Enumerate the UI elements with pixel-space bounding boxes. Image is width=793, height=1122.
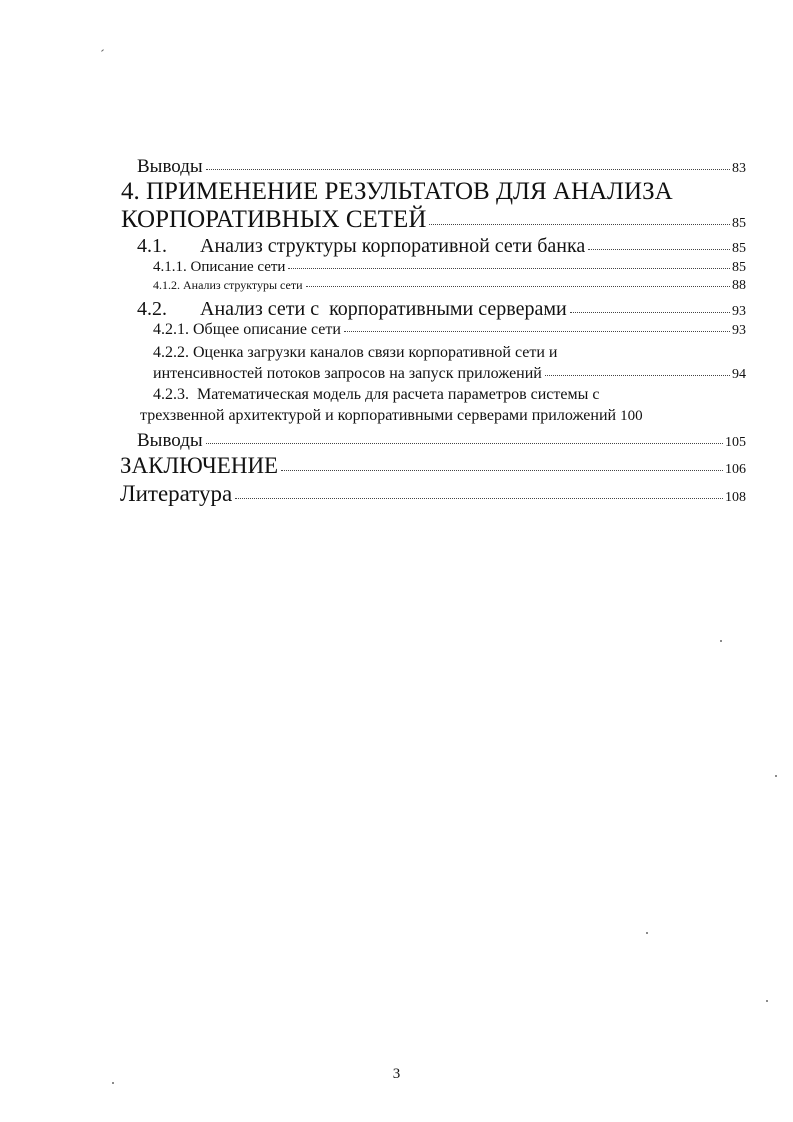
toc-entry-label: интенсивностей потоков запросов на запуск приложений <box>153 365 542 382</box>
toc-entry-label: Литература <box>120 481 233 506</box>
dot-leader <box>545 375 730 376</box>
scan-speck <box>775 775 777 777</box>
toc-entry-label: 4.2.3. Математическая модель для расчета параметров системы с <box>153 386 600 403</box>
toc-entry-literature[interactable] <box>120 482 746 505</box>
toc-entry-label: Выводы <box>137 156 203 177</box>
dot-leader <box>570 312 730 313</box>
toc-subsection-4-2-3[interactable] <box>140 408 746 424</box>
toc-entry-label: 4.2.1. Общее описание сети <box>153 321 341 338</box>
toc-page-number: 83 <box>732 161 746 176</box>
toc-section-number: 4.1. <box>137 235 167 257</box>
toc-subsection-4-2-2-line1[interactable] <box>153 345 557 361</box>
toc-section-4-1[interactable] <box>137 236 746 256</box>
toc-entry-label: ЗАКЛЮЧЕНИЕ <box>120 453 279 478</box>
toc-page-number: 85 <box>732 241 746 256</box>
scan-speck <box>720 640 722 642</box>
toc-section-4-2[interactable] <box>137 299 746 319</box>
toc-subsection-4-1-2[interactable] <box>153 279 746 293</box>
toc-entry-label: 4.1.2. Анализ структуры сети <box>153 278 303 292</box>
toc-page-number: 93 <box>732 304 746 319</box>
toc-entry-conclusion[interactable] <box>120 454 746 477</box>
toc-page-number: 108 <box>725 490 746 505</box>
dot-leader <box>235 498 723 499</box>
dot-leader <box>288 268 730 269</box>
toc-page-number: 106 <box>725 462 746 477</box>
toc-section-number: 4.2. <box>137 298 167 320</box>
toc-subsection-4-1-1[interactable] <box>153 260 746 275</box>
toc-subsection-4-2-2[interactable] <box>153 366 746 382</box>
toc-entry-label: Анализ сети с корпоративными серверами <box>200 298 567 320</box>
dot-leader <box>429 224 730 225</box>
scan-speck <box>766 1000 768 1002</box>
toc-page-number: 105 <box>725 435 746 450</box>
toc-chapter-4-line1[interactable] <box>121 179 673 204</box>
toc-entry-label: КОРПОРАТИВНЫХ СЕТЕЙ <box>121 206 427 233</box>
toc-page-number: 100 <box>620 408 643 424</box>
toc-entry-label: Анализ структуры корпоративной сети банка <box>200 235 586 257</box>
toc-entry-label: Выводы <box>137 430 203 451</box>
scan-speck <box>646 932 648 934</box>
toc-entry-label: 4.1.1. Описание сети <box>153 259 286 275</box>
toc-page-number: 93 <box>732 323 746 338</box>
toc-page-number: 94 <box>732 367 746 382</box>
toc-entry-label: трехзвенной архитектурой и корпоративными серверами приложений <box>140 407 617 424</box>
toc-entry-label: 4. ПРИМЕНЕНИЕ РЕЗУЛЬТАТОВ ДЛЯ АНАЛИЗА <box>121 178 673 205</box>
toc-chapter-4[interactable] <box>121 207 746 232</box>
toc-page-number: 85 <box>732 216 746 231</box>
dot-leader <box>206 443 723 444</box>
toc-page-number: 88 <box>732 278 746 293</box>
toc-entry-vyvody-2[interactable] <box>137 431 746 450</box>
dot-leader <box>306 286 730 287</box>
toc-entry-label: 4.2.2. Оценка загрузки каналов связи корпоративной сети и <box>153 344 558 361</box>
toc-page-number: 85 <box>732 260 746 275</box>
page-number: 3 <box>392 1066 401 1082</box>
dot-leader <box>281 470 723 471</box>
toc-subsection-4-2-3-line1[interactable] <box>153 387 599 403</box>
toc-entry-vyvody-1[interactable] <box>137 157 746 176</box>
dot-leader <box>206 169 730 170</box>
toc-subsection-4-2-1[interactable] <box>153 322 746 338</box>
dot-leader <box>344 331 730 332</box>
dot-leader <box>588 249 730 250</box>
